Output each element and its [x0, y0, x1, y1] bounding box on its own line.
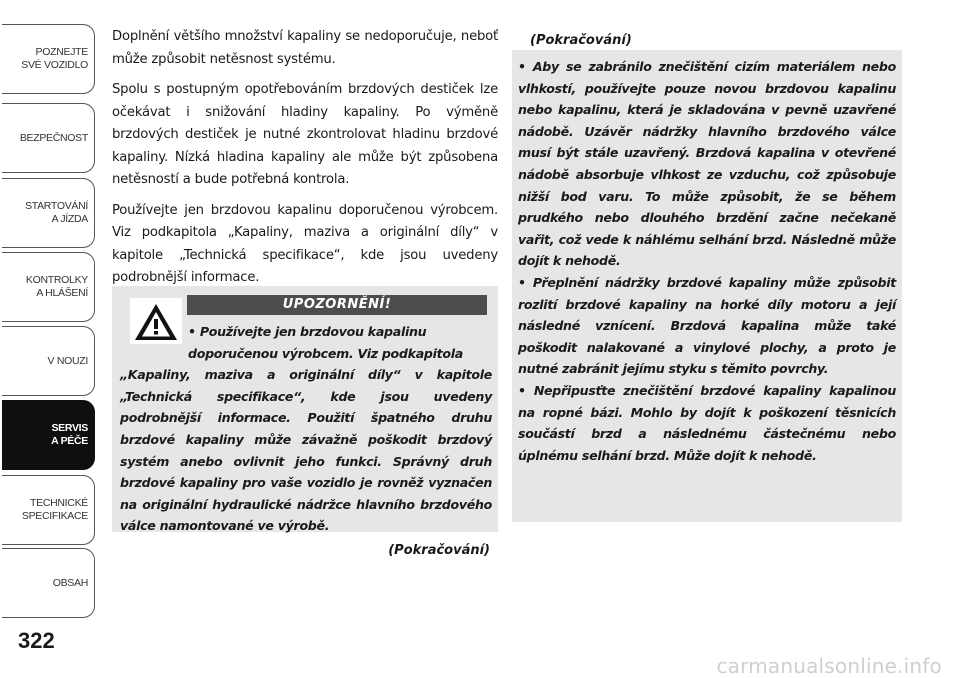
- continuation-label: (Pokračování): [388, 543, 490, 558]
- paragraph: Spolu s postupným opotřebováním brzdových destiček lze očekávat i snižování hladiny kapaliny. Po výměně brzdových destiček je nutné zkontrolovat hladinu brzdové kapaliny. Nízká hladina kapaliny ale může být způsobena netěsností a bude potřebná kontrola.: [112, 82, 498, 187]
- paragraph: Doplnění většího množství kapaliny se nedoporučuje, neboť může způsobit netěsnost systému.: [112, 29, 498, 67]
- warning-continuation-text: [518, 56, 896, 466]
- warning-line: • Používejte jen brzdovou kapalinu: [188, 324, 427, 339]
- warning-body: „Kapaliny, maziva a originální díly“ v kapitole „Technická specifikace“, kde jsou uvedeny podrobnější informace. Použití špatného druhu brzdové kapaliny může závažně poškodit brzdový systém anebo ovlivnit jeho funkci. Správný druh brzdové kapaliny pro vaše vozidlo je rovněž vyznačen na originální hydraulické nádržce hlavního brzdového válce namontované ve výrobě.: [120, 367, 492, 534]
- warning-title: UPOZORNĚNÍ!: [187, 295, 487, 315]
- tab-startovani-a-jizda[interactable]: STARTOVÁNÍ A JÍZDA: [2, 178, 95, 248]
- watermark: carmanualsonline.info: [716, 654, 942, 678]
- tab-v-nouzi[interactable]: V NOUZI: [2, 326, 95, 396]
- bullet-item: • Nepřipusťte znečištění brzdové kapaliny kapalinou na ropné bázi. Mohlo by dojít k poškození těsnicích součástí brzd a následnému částečnému nebo úplnému selhání brzd. Může dojít k nehodě.: [518, 382, 896, 463]
- bullet-item: • Aby se zabránilo znečištění cizím materiálem nebo vlhkostí, používejte pouze novou brzdovou kapalinu nebo kapalinu, která je skladována v pevně uzavřené nádobě. Uzávěr nádržky hlavního brzdového válce musí být stále uzavřený. Brzdová kapalina v otevřené nádobě absorbuje vlhkost ze vzduchu, což způsobuje nižší bod varu. To může způsobit, že se během prudkého nebo dlouhého brzdění začne nečekaně vařit, což vede k náhlému selhání brzd. Následně může dojít k nehodě.: [518, 59, 896, 269]
- warning-text: [120, 321, 492, 537]
- left-column: [112, 26, 498, 298]
- tab-obsah[interactable]: OBSAH: [2, 548, 95, 618]
- tab-technicke-specifikace[interactable]: TECHNICKÉ SPECIFIKACE: [2, 475, 95, 545]
- warning-continuation-box: [512, 50, 902, 522]
- tab-poznejte-sve-vozidlo[interactable]: POZNEJTE SVÉ VOZIDLO: [2, 24, 95, 94]
- page-number: 322: [18, 628, 55, 653]
- bullet-item: • Přeplnění nádržky brzdové kapaliny může způsobit rozlití brzdové kapaliny na horké díly motoru a její následné vznícení. Brzdová kapalina může také poškodit nalakované a vinylové plochy, a proto je nutné zabránit jejímu styku s těmito povrchy.: [518, 274, 896, 377]
- tab-kontrolky-a-hlaseni[interactable]: KONTROLKY A HLÁŠENÍ: [2, 252, 95, 322]
- warning-box: [112, 286, 498, 532]
- continuation-label: (Pokračování): [530, 33, 632, 48]
- section-sidebar: [0, 0, 97, 640]
- tab-servis-a-pece[interactable]: SERVIS A PÉČE: [2, 400, 95, 470]
- warning-line: doporučenou výrobcem. Viz podkapitola: [188, 345, 463, 361]
- paragraph: Používejte jen brzdovou kapalinu doporučenou výrobcem. Viz podkapitola „Kapaliny, maziva a originální díly“ v kapitole „Technická specifikace“, kde jsou uvedeny podrobnější informace.: [112, 202, 498, 285]
- tab-bezpecnost[interactable]: BEZPEČNOST: [2, 103, 95, 173]
